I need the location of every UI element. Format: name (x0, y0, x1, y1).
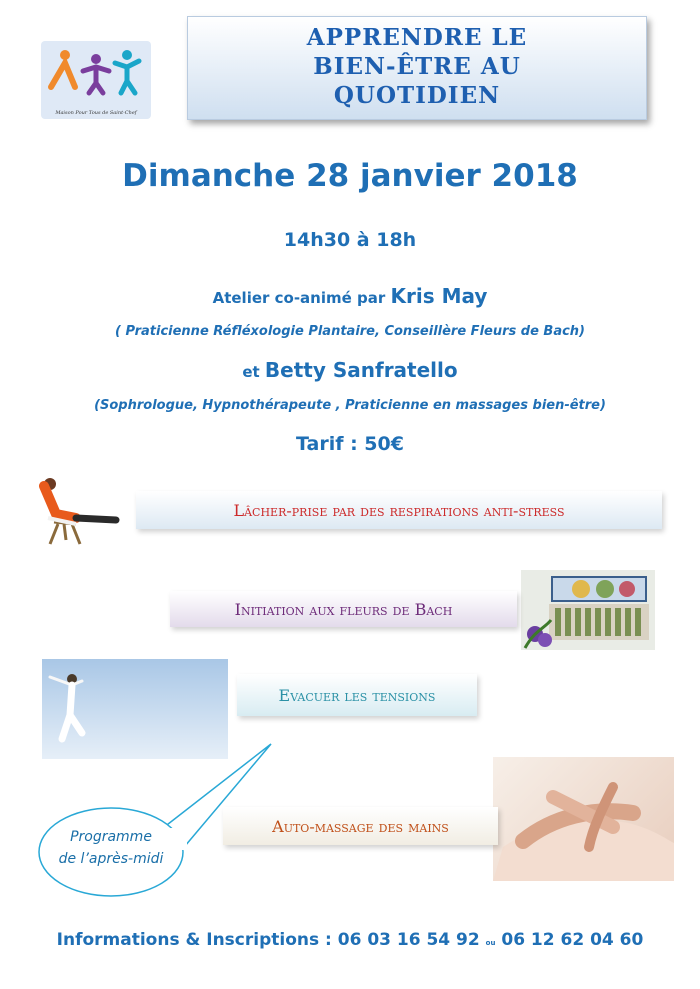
atelier-prefix: Atelier co-animé par (212, 289, 391, 307)
host2-name: Betty Sanfratello (264, 358, 458, 382)
et-prefix: et (242, 363, 265, 381)
activity-breathing: Lâcher-prise par des respirations anti-stress (136, 491, 662, 529)
tarif: Tarif : 50€ (296, 433, 404, 455)
host1-qualifications: ( Praticienne Réfléxologie Plantaire, Conseillère Fleurs de Bach) (115, 324, 585, 339)
speech-bubble-icon (35, 742, 275, 902)
phone-separator: ou (485, 939, 496, 947)
title-banner (187, 16, 647, 120)
footer-contact (0, 930, 700, 950)
relaxing-person-chair-icon (36, 474, 122, 546)
host1-name: Kris May (390, 284, 488, 308)
activity-bach-flowers: Initiation aux fleurs de Bach (170, 591, 517, 627)
atelier-line (0, 284, 700, 308)
banner-title: APPRENDRE LE BIEN-ÊTRE AU QUOTIDIEN (306, 24, 528, 109)
host2-line (0, 358, 700, 382)
bach-flowers-bottles-icon (521, 570, 655, 650)
logo (41, 41, 151, 119)
event-time: 14h30 à 18h (283, 229, 417, 251)
phone-2: 06 12 62 04 60 (501, 930, 644, 950)
people-logo-icon (41, 41, 151, 107)
bubble-text: Programme de l’après-midi (58, 829, 164, 867)
event-date: Dimanche 28 janvier 2018 (122, 158, 578, 194)
activity-tensions: Evacuer les tensions (237, 674, 477, 716)
activity-hand-massage: Auto-massage des mains (223, 807, 498, 845)
logo-caption: Maison Pour Tous de Saint-Chef (55, 110, 137, 116)
footer-label: Informations & Inscriptions : (56, 930, 338, 950)
phone-1: 06 03 16 54 92 (337, 930, 480, 950)
hand-massage-icon (493, 757, 674, 881)
host2-qualifications: (Sophrologue, Hypnothérapeute , Praticienne en massages bien-être) (94, 398, 606, 413)
